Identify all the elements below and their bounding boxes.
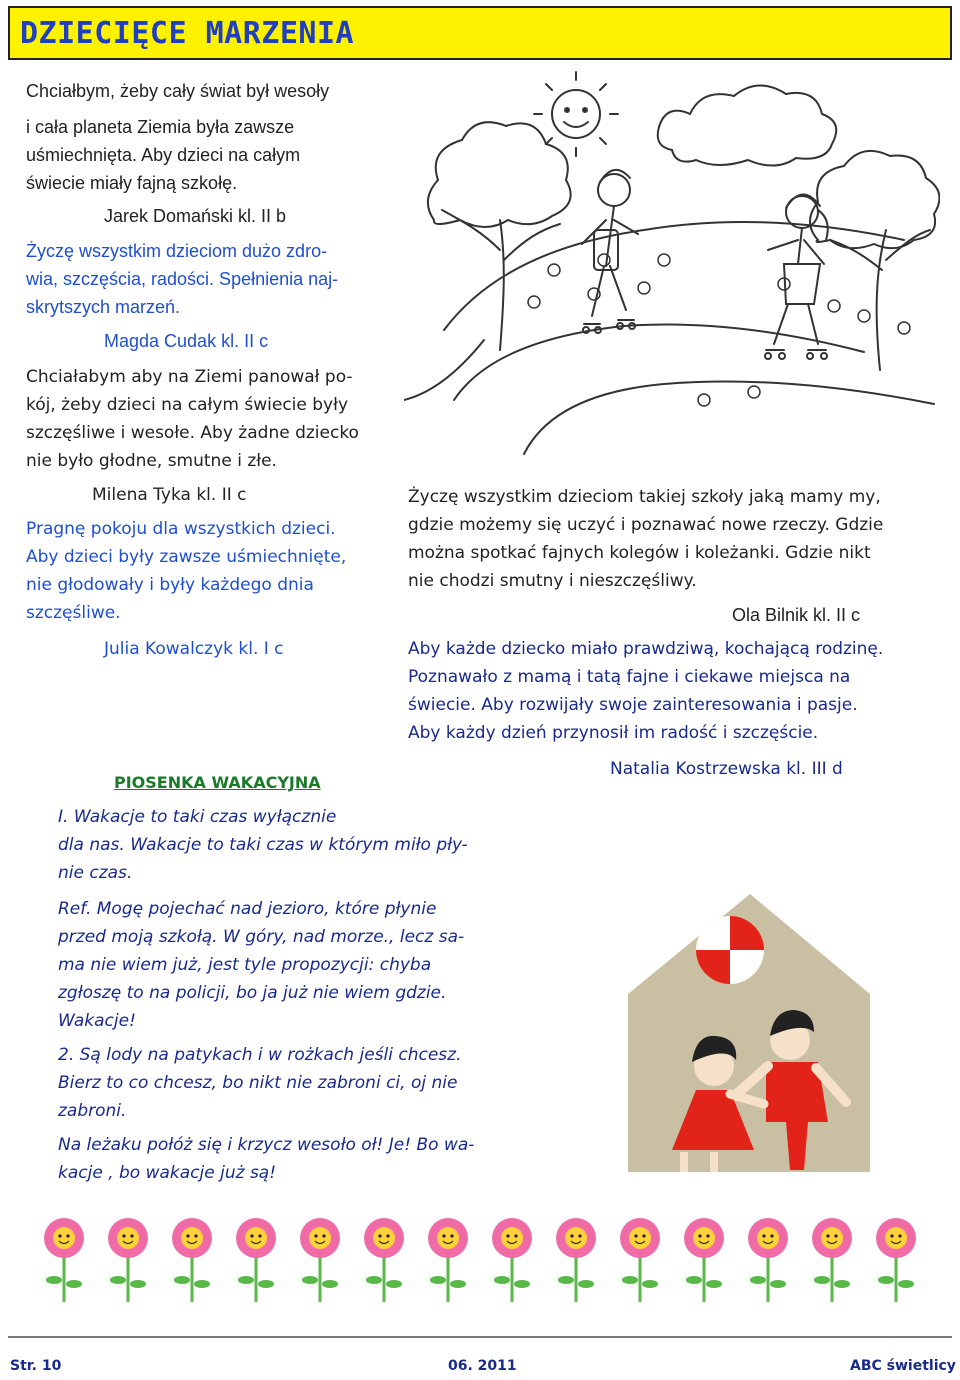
text-line: nie głodowały i były każdego dnia [26, 575, 314, 595]
kids-park-illustration [404, 70, 940, 466]
footer-publication: ABC świetlicy [850, 1358, 956, 1374]
text-line: można spotkać fajnych kolegów i koleżanki. Gdzie nikt [408, 543, 871, 563]
text-line: szczęśliwe. [26, 603, 121, 623]
text-line: Chciałbym, żeby cały świat był wesoły [26, 81, 330, 101]
song-title: PIOSENKA WAKACYJNA [114, 773, 321, 792]
song-line: ma nie wiem już, jest tyle propozycji: chyba [58, 955, 432, 975]
song-line: kacje , bo wakacje już są! [58, 1163, 277, 1183]
text-line: uśmiechnięta. Aby dzieci na całym [26, 145, 301, 165]
text-line: Chciałabym aby na Ziemi panował po- [26, 367, 353, 387]
text-line: skrytszych marzeń. [26, 297, 181, 317]
text-line: świecie. Aby rozwijały swoje zainteresowania i pasje. [408, 695, 858, 715]
author: Jarek Domański kl. II b [104, 206, 287, 226]
song-line: przed moją szkołą. W góry, nad morze., lecz sa- [58, 927, 465, 947]
song-line: I. Wakacje to taki czas wyłącznie [58, 807, 337, 827]
text-line: szczęśliwe i wesołe. Aby żadne dziecko [26, 423, 359, 443]
footer-date: 06. 2011 [448, 1358, 517, 1374]
header-banner [8, 6, 952, 60]
author: Ola Bilnik kl. II c [732, 605, 861, 625]
text-line: Pragnę pokoju dla wszystkich dzieci. [26, 519, 336, 539]
text-line: Aby każdy dzień przynosił im radość i szczęście. [408, 723, 819, 743]
text-line: Życzę wszystkim dzieciom dużo zdro- [26, 241, 328, 261]
text-line: Życzę wszystkim dzieciom takiej szkoły jaką mamy my, [408, 487, 881, 507]
footer-divider [8, 1336, 952, 1338]
text-line: wia, szczęścia, radości. Spełnienia naj- [26, 269, 339, 289]
house-kids-illustration [618, 890, 948, 1180]
song-line: nie czas. [58, 863, 133, 883]
song-line: zabroni. [58, 1101, 127, 1121]
song-line: Bierz to co chcesz, bo nikt nie zabroni ci, oj nie [58, 1073, 458, 1093]
text-line: Poznawało z mamą i tatą fajne i ciekawe miejsca na [408, 667, 851, 687]
page-title: DZIECIĘCE MARZENIA [20, 16, 355, 51]
author: Magda Cudak kl. II c [104, 331, 269, 351]
author: Natalia Kostrzewska kl. III d [610, 759, 843, 779]
footer-page-number: Str. 10 [10, 1358, 62, 1374]
author: Milena Tyka kl. II c [92, 485, 247, 505]
song-line: 2. Są lody na patykach i w rożkach jeśli chcesz. [58, 1045, 462, 1065]
song-line: Ref. Mogę pojechać nad jezioro, które płynie [58, 899, 437, 919]
text-line: i cała planeta Ziemia była zawsze [26, 117, 295, 137]
text-line: gdzie możemy się uczyć i poznawać nowe rzeczy. Gdzie [408, 515, 884, 535]
text-line: kój, żeby dzieci na całym świecie były [26, 395, 349, 415]
author: Julia Kowalczyk kl. I c [104, 639, 284, 659]
flower-border-decoration [40, 1216, 920, 1306]
text-line: Aby dzieci były zawsze uśmiechnięte, [26, 547, 347, 567]
text-line: nie chodzi smutny i nieszczęśliwy. [408, 571, 697, 591]
song-line: zgłoszę to na policji, bo ja już nie wiem gdzie. [58, 983, 447, 1003]
text-line: Aby każde dziecko miało prawdziwą, kochającą rodzinę. [408, 639, 884, 659]
song-line: Wakacje! [58, 1011, 136, 1031]
song-line: dla nas. Wakacje to taki czas w którym miło pły- [58, 835, 468, 855]
text-line: nie było głodne, smutne i złe. [26, 451, 277, 471]
song-line: Na leżaku połóż się i krzycz wesoło oł! Je! Bo wa- [58, 1135, 475, 1155]
text-line: świecie miały fajną szkołę. [26, 173, 238, 193]
